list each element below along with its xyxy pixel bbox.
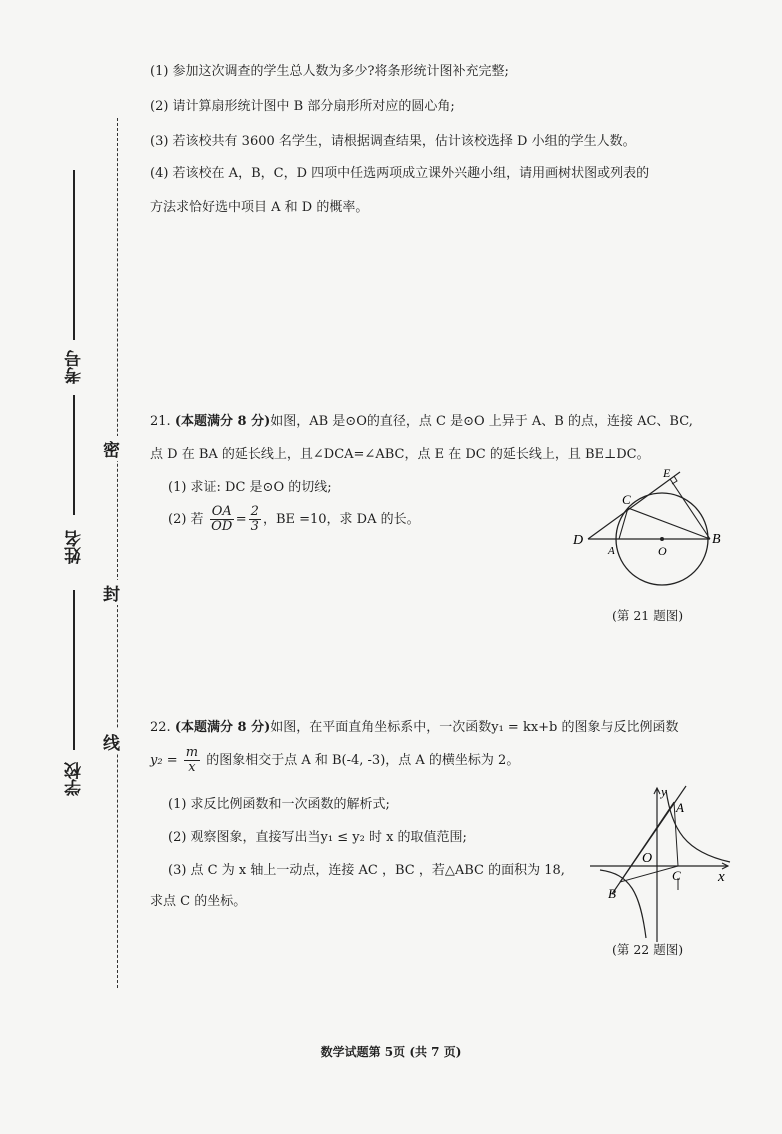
q22-label-a: A (676, 800, 684, 815)
q22-label-o: O (642, 851, 653, 866)
q22-hyperbola-q3 (600, 870, 646, 938)
q21-line-cb (628, 508, 710, 539)
q20-part-2: (2) 请计算扇形统计图中 B 部分扇形所对应的圆心角; (150, 99, 455, 114)
q21-part-1: (1) 求证: DC 是⊙O 的切线; (168, 480, 332, 495)
q22-stem-1: 如图，在平面直角坐标系中，一次函数y₁ = kx+b 的图象与反比例函数 (270, 720, 679, 735)
q21-line-de (588, 472, 680, 539)
q21-score: (本题满分 8 分) (174, 414, 271, 429)
q21-number: 21. (150, 414, 171, 429)
q21-label-d: D (573, 533, 584, 548)
q21-part-2-suffix: ，BE =10，求 DA 的长。 (262, 512, 420, 527)
name-underline (73, 395, 75, 515)
school-underline (73, 590, 75, 750)
q20-part-4b: 方法求恰好选中项目 A 和 D 的概率。 (150, 200, 369, 215)
school-label: 学校 (65, 762, 85, 796)
q22-stem-line-1 (150, 716, 679, 735)
q21-part-2-prefix: (2) 若 (168, 512, 204, 527)
seal-feng: 封 (103, 580, 120, 605)
q22-figure (590, 782, 740, 942)
q21-point-o (660, 537, 664, 541)
q22-stem-line-2 (150, 746, 519, 775)
q20-part-1: (1) 参加这次调查的学生总人数为多少?将条形统计图补充完整; (150, 64, 509, 79)
q21-part-2 (168, 505, 420, 534)
q22-score: (本题满分 8 分) (174, 720, 271, 735)
exam-no-label: 考号 (65, 350, 85, 384)
q22-label-x: x (718, 869, 725, 885)
q22-fraction-m-x (184, 746, 200, 775)
q22-label-b: B (608, 886, 616, 901)
q21-fraction-oa-od (210, 505, 234, 534)
q21-stem-line-1 (150, 410, 693, 429)
q22-frac-den: x (188, 760, 196, 775)
q21-label-o: O (658, 544, 667, 558)
q21-caption: (第 21 题图) (612, 608, 684, 623)
q22-caption: (第 22 题图) (612, 942, 684, 957)
q21-label-a: A (608, 545, 615, 557)
q22-line-ab (620, 802, 674, 882)
seal-xian: 线 (103, 729, 120, 754)
q21-fraction-2-3 (249, 505, 261, 534)
name-label: 姓名 (65, 530, 85, 564)
page-footer: 数学试题第 5页 (共 7 页) (320, 1045, 462, 1059)
q22-y2: y₂ = (150, 753, 178, 768)
q21-stem-2: 点 D 在 BA 的延长线上，且∠DCA=∠ABC，点 E 在 DC 的延长线上，且 BE⊥DC。 (150, 447, 650, 462)
q22-part-3b: 求点 C 的坐标。 (150, 894, 247, 909)
q22-part-1: (1) 求反比例函数和一次函数的解析式; (168, 797, 390, 812)
q21-frac2-num: 2 (250, 504, 259, 519)
q20-part-4a: (4) 若该校在 A，B，C，D 四项中任选两项成立课外兴趣小组，请用画树状图或列表的 (150, 166, 650, 181)
q22-part-2: (2) 观察图象，直接写出当y₁ ≤ y₂ 时 x 的取值范围; (168, 830, 467, 845)
q22-number: 22. (150, 720, 171, 735)
q22-frac-num: m (185, 745, 199, 760)
q22-stem-2: 的图象相交于点 A 和 B(-4, -3)，点 A 的横坐标为 2。 (206, 753, 520, 768)
q21-label-c: C (622, 492, 631, 507)
q21-line-eb (670, 479, 710, 539)
q21-label-e: E (663, 466, 671, 480)
q21-frac2-den: 3 (250, 519, 259, 534)
q21-frac-num: OA (211, 504, 232, 519)
q22-label-y: y (661, 784, 667, 799)
seal-dashed-line (117, 118, 118, 988)
q22-label-c: C (672, 868, 681, 883)
q22-part-3: (3) 点 C 为 x 轴上一动点，连接 AC ，BC ，若△ABC 的面积为 18, (168, 863, 565, 878)
q21-label-b: B (712, 532, 721, 547)
q21-stem-1: 如图，AB 是⊙O的直径，点 C 是⊙O 上异于 A、B 的点，连接 AC、BC, (270, 414, 693, 429)
seal-mi: 密 (103, 436, 120, 461)
q20-part-3: (3) 若该校共有 3600 名学生，请根据调查结果，估计该校选择 D 小组的学生人数。 (150, 134, 636, 149)
q21-frac-den: OD (211, 519, 233, 534)
q21-equals: = (235, 512, 247, 527)
q21-figure (568, 462, 728, 592)
exam-no-underline (73, 170, 75, 340)
